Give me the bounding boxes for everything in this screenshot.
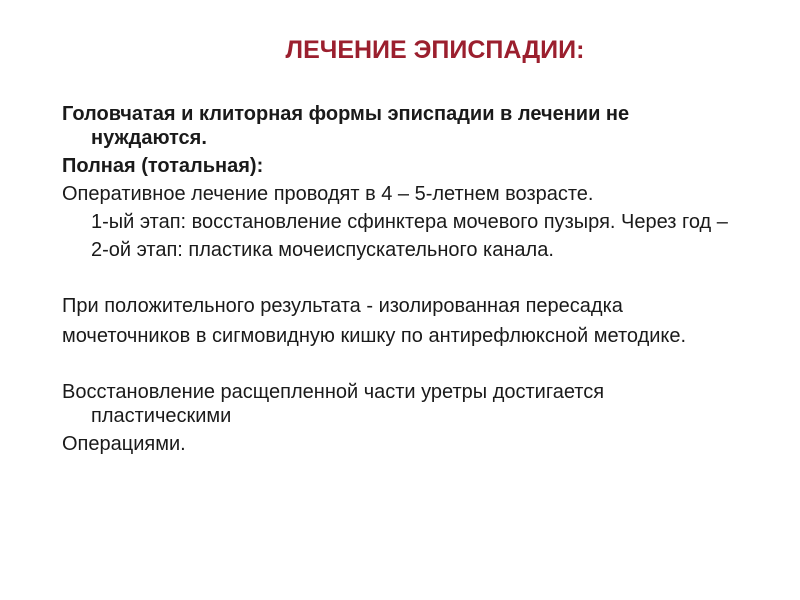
paragraph-glans-clitoral-forms: Головчатая и клиторная формы эписпадии в лечении не нуждаются. [62, 103, 630, 149]
paragraph-ureter-transplant: мочеточников в сигмовидную кишку по антирефлюксной методике. [62, 325, 687, 347]
slide-title-text: ЛЕЧЕНИЕ ЭПИСПАДИИ: [285, 36, 585, 64]
paragraph-complete-form: Полная (тотальная): [62, 155, 264, 177]
slide-title [35, 36, 800, 65]
paragraph-stage-two: 2-ой этап: пластика мочеиспускательного канала. [91, 239, 554, 261]
paragraph-urethra-restoration: Восстановление расщепленной части уретры достигается пластическими [62, 381, 605, 427]
slide-body [62, 102, 762, 456]
paragraph-positive-result: При положительного результата - изолированная пересадка [62, 295, 623, 317]
paragraph-operations: Операциями. [62, 433, 186, 455]
paragraph-stage-one: 1-ый этап: восстановление сфинктера мочевого пузыря. Через год – [91, 211, 728, 233]
paragraph-surgical-age: Оперативное лечение проводят в 4 – 5-летнем возрасте. [62, 183, 594, 205]
